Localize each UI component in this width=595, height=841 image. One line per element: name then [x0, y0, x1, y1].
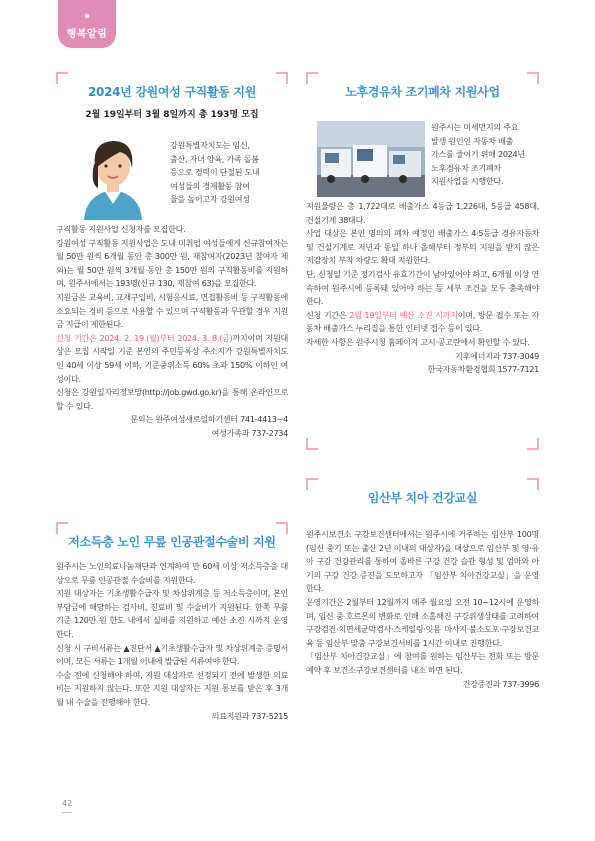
vehicle-contact: 기후에너지과 737-3049 — [455, 350, 539, 361]
page-number: 42 — [62, 799, 73, 808]
dental-title-box — [306, 478, 539, 516]
dental-paragraph: 원주시보건소 구강보건센터에서는 원주시에 거주하는 임산부 100명(임신 중기 또는 출산 2년 이내의 대상자)을 대상으로 임산부 및 영·유아 구강 건강관리를 통하여 올바른 구강 건강 습관 형성 및 엄마와 아기의 구강 건강 증진을 도모하고자 「임산부 치아건강교실」을 운영 한다. — [306, 529, 539, 594]
vehicle-bottom-corners — [306, 440, 539, 450]
women-paragraph: 지원금은 교육비, 교재구입비, 시험응시료, 면접활동비 등 구직활동에 소요되는 경비 등으로 사용할 수 있으며 구직활동과 무관할 경우 지원금 지급이 제한된다. — [56, 291, 288, 330]
women-paragraph — [56, 332, 288, 386]
dot-icon — [85, 14, 89, 18]
vehicle-title-box — [306, 72, 539, 110]
vehicle-paragraph: 단, 신청일 기준 정기검사 유효기간이 남아있어야 하고, 6개월 이상 연속하여 원주시에 등록돼 있어야 하는 등 세부 조건을 모두 충족해야 한다. — [306, 268, 539, 307]
vehicle-title: 노후경유차 조기폐차 지원사업 — [345, 85, 500, 99]
vehicle-wrap-line: 노후경유차 조기폐차 — [431, 162, 501, 173]
section-tab — [58, 0, 116, 48]
page-number-underline — [62, 812, 72, 813]
women-subtitle: 2월 19일부터 3월 8일까지 총 193명 모집 — [85, 110, 259, 120]
women-paragraph: 구직활동 지원사업 신청자를 모집한다. — [56, 224, 186, 234]
women-wrap-line: 출산, 자녀 양육, 가족 돌봄 — [170, 153, 259, 164]
women-wrap-line: 등으로 경력이 단절된 도내 — [170, 167, 260, 178]
vehicle-body — [306, 200, 539, 377]
women-title-box — [56, 72, 288, 110]
surgery-paragraph: 신청 시 구비서류는 ▲진단서 ▲기초생활수급자 및 차상위계층 증명서이며, 모든 서류는 1개월 이내에 발급된 서류여야 한다. — [56, 642, 288, 667]
vehicle-wrap-line: 발생 원인인 자동차 배출 — [431, 135, 514, 146]
surgery-contact: 의료지원과 737-5215 — [211, 710, 288, 721]
surgery-paragraph: 수술 전에 신청해야 하며, 지원 대상자로 선정되기 전에 발생한 의료비는 지원하지 않는다. 또한 지원 대상자는 지원 통보를 받은 후 3개월 내 수술을 진행해야 한다. — [56, 669, 288, 707]
women-paragraph: 강원여성 구직활동 지원사업은 도내 미취업 여성들에게 신규참여자는 월 50만 원씩 6개월 동안 총 300만 원, 재참여자(2023년 참여자 제외)는 월 50만 원씩 3개월 동안 총 150만 원의 구직활동비를 지원하며, 원주시에서는 193명(신규 130, 재참여 63)을 모집한다. — [56, 237, 288, 289]
vehicle-wrap-line: 원주시는 미세먼지의 주요 — [431, 122, 519, 132]
women-contact: 여성가족과 737-2734 — [211, 427, 288, 438]
dental-body — [306, 528, 539, 691]
surgery-title: 저소득층 노인 무릎 인공관절수술비 지원 — [68, 535, 276, 549]
dental-paragraph: 운영기간은 2월부터 12월까지 매주 월요일 오전 10~12시에 운영하며, 임신 중 호르몬의 변화로 인해 소홀해진 구강위생상태를 고려하여 구강검진·치면세균막검사·스케일링·잇몸 마사지·불소도포·구강보건교육 등 임산부 맞춤 구강보건서비를 1시간 이내로 진행한다. — [306, 596, 539, 648]
women-paragraph: 신청은 강원일자리정보망(http://job.gwd.go.kr)을 통해 온라인으로 할 수 있다. — [56, 387, 288, 411]
vehicle-wrap-line: 지원사업을 시행한다. — [431, 176, 504, 187]
dental-contact: 건강증진과 737-3996 — [462, 678, 539, 689]
women-wrap-text — [170, 139, 288, 207]
vehicle-wrap-line: 가스를 줄이기 위해 2024년 — [431, 149, 525, 160]
dental-paragraph: 「임산부 치아건강교실」에 참여를 원하는 임산부는 전화 또는 방문 예약 후 보건소구강보건센터를 내소 하면 된다. — [306, 651, 539, 675]
vehicle-paragraph: 사업 대상은 본인 명의의 폐차 예정인 배출가스 4·5등급 경유자동차 및 건설기계로 저년과 동일 하나 올해부터 정부의 지원을 받지 않은 저감장치 부착 차량도 확대 지원한다. — [306, 228, 539, 266]
vehicle-period-pre: 신청 기간은 — [306, 309, 350, 320]
women-wrap-line: 강원특별자치도는 임신, — [170, 140, 250, 150]
women-body — [56, 223, 288, 441]
surgery-paragraph: 원주시는 노인의료나눔재단과 연계하여 만 60세 이상 저소득층을 대상으로 무릎 인공관절 수술비를 지원한다. — [56, 561, 288, 585]
surgery-title-box — [56, 522, 288, 560]
trucks-photo — [317, 121, 425, 197]
dental-title: 임산부 치아 건강교실 — [367, 491, 478, 505]
women-period-highlight: 신청 기간은 2024. 2. 19.(월)부터 2024. 3. 8.(금) — [56, 332, 233, 343]
women-contact: 문의는 원주여성새로일하기센터 741-4413~4 — [130, 414, 288, 425]
women-wrap-line: 율을 높이고자 강원여성 — [170, 194, 250, 205]
vehicle-wrap-text — [431, 121, 539, 189]
surgery-paragraph: 지원 대상자는 기초생활수급자 및 차상위계층 등 저소득층이며, 본인부담금에 해당하는 검사비, 진료비 및 수술비가 지원된다. 한쪽 무릎 기준 120만 원 한도 내에서 실비를 지원하고 예산 소진 시까지 운영한다. — [56, 588, 288, 639]
surgery-body — [56, 560, 288, 723]
vehicle-contact: 한국자동차환경협회 1577-7121 — [427, 364, 539, 375]
women-period-rest: 까지이며 지원대상은 모집 시작일 기준 본인의 주민등록상 주소지가 강원특별자치도인 40세 이상 59세 이하, 기준중위소득 60% 초과 150% 이하인 여성이다. — [56, 332, 288, 384]
vehicle-paragraph: 자세한 사항은 원주시청 홈페이지 고시·공고란에서 확인할 수 있다. — [306, 336, 530, 347]
woman-illustration — [64, 132, 162, 220]
vehicle-paragraph: 지원물량은 총 1,722대로 배출가스 4등급 1,226대, 5등급 458대, 건설기계 38대다. — [306, 201, 539, 225]
vehicle-period-rest: 이며, 방문 접수 또는 자동차 배출가스 누리집을 통한 인터넷 접수 등이 있다. — [306, 309, 539, 334]
women-article — [56, 107, 288, 120]
women-wrap-line: 여성들의 경제활동 참여 — [170, 180, 250, 191]
women-title: 2024년 강원여성 구직활동 지원 — [87, 85, 257, 99]
vehicle-period-highlight: 2월 19일부터 예산 소진 시까지 — [349, 309, 458, 320]
section-tab-label: 행복알림 — [66, 29, 108, 40]
vehicle-paragraph — [306, 309, 539, 336]
